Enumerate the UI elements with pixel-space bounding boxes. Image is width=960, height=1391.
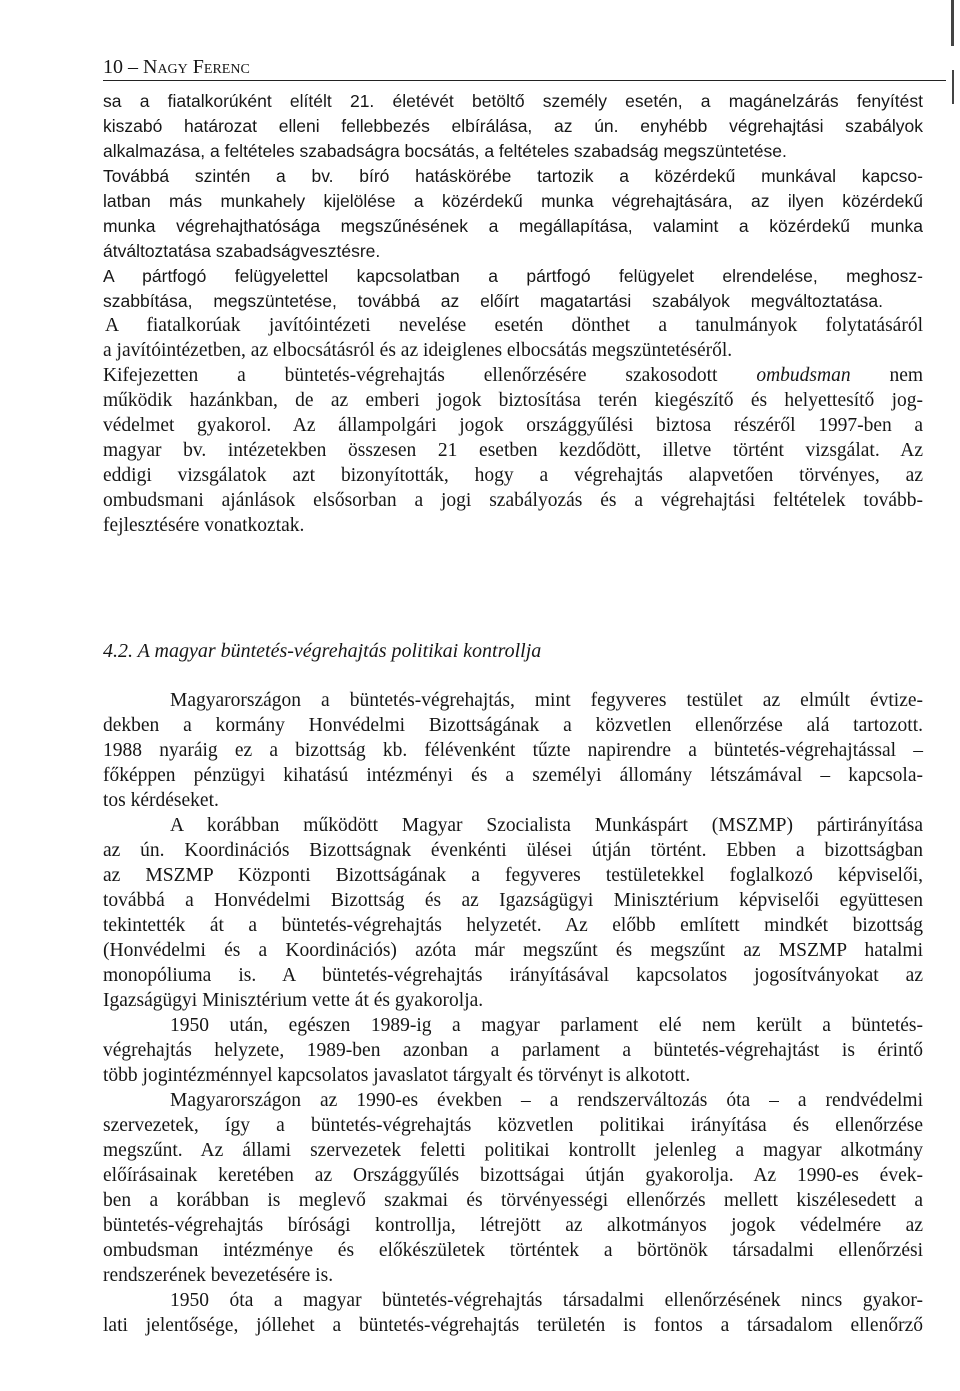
text-line: 1950 után, egészen 1989-ig a magyar parlament elé nem került a büntetés- [170, 1015, 923, 1036]
text-run: Kifejezetten a büntetés-végrehajtás ellenőrzésére szakosodott [103, 365, 718, 386]
text-line: büntetés-végrehajtás bírósági kontrollja, létrejött az alkotmányos jogok védelmére az [103, 1215, 923, 1236]
text-line: munka végrehajthatósága megszűnésének a megállapítása, valamint a közérdekű munka [103, 216, 923, 236]
text-line: A fiatalkorúak javítóintézeti nevelése esetén dönthet a tanulmányok folytatásáról [105, 315, 923, 336]
text-line: lati jelentősége, jóllehet a büntetés-végrehajtás területén is fontos a társadalom ellenőrző [103, 1315, 923, 1336]
text-line: tekintették át a büntetés-végrehajtás helyzetét. Az előbb említett mindkét bizottság [103, 915, 923, 936]
text-line: szervezetek, így a büntetés-végrehajtás közvetlen politikai irányítása és ellenőrzése [103, 1115, 923, 1136]
text-line: A korábban működött Magyar Szocialista Munkáspárt (MSZMP) pártirányítása [170, 815, 923, 836]
text-line: eddigi vizsgálatok azt bizonyították, hogy a végrehajtás alapvetően törvényes, az [103, 465, 923, 486]
text-line: fejlesztésére vonatkoztak. [103, 515, 305, 536]
text-line: tos kérdéseket. [103, 790, 219, 811]
text-line: végrehajtás helyzete, 1989-ben azonban a parlament a büntetés-végrehajtást is érintő [103, 1040, 923, 1061]
text-line: főképpen pénzügyi kihatású intézményi és a személyi állomány létszámával – kapcsola- [103, 765, 923, 786]
text-line: továbbá a Honvédelmi Bizottság és az Igazságügyi Minisztérium képviselői együttesen [103, 890, 923, 911]
section-heading [103, 638, 541, 664]
text-line: sa a fiatalkorúként elítélt 21. életévét betöltő személy esetén, a magánelzárás fenyítést [103, 91, 923, 111]
section-title: A magyar büntetés-végrehajtás politikai kontrollja [137, 640, 542, 662]
text-line: dekben a kormány Honvédelmi Bizottságának a közvetlen ellenőrzése alá tartozott. [103, 715, 923, 736]
text-line: szabbítása, megszüntetése, továbbá az előírt magatartási szabályok megváltoztatása. [103, 291, 883, 311]
text-line [103, 363, 923, 389]
running-head [103, 55, 946, 79]
page-number: 10 [103, 56, 123, 78]
text-line: megszűnt. Az állami szervezetek feletti politikai kontrollt jelenleg a magyar alkotmány [103, 1140, 923, 1161]
running-head-author: Nagy Ferenc [143, 56, 250, 78]
text-line: 1988 nyaráig ez a bizottság kb. félévenként tűzte napirendre a büntetés-végrehajtással – [103, 740, 923, 761]
scan-edge-mark [951, 0, 954, 46]
text-line: az MSZMP Központi Bizottságának a fegyveres testületekkel foglalkozó képviselői, [103, 865, 923, 886]
text-line: latban más munkahely kijelölése a közérdekű munka végrehajtására, az ilyen közérdekű [103, 191, 923, 211]
text-line: átváltoztatása szabadságvesztésre. [103, 241, 381, 261]
text-line: Igazságügyi Minisztérium vette át és gyakorolja. [103, 990, 484, 1011]
text-line: A pártfogó felügyelettel kapcsolatban a pártfogó felügyelet elrendelése, meghosz- [103, 266, 923, 286]
section-number: 4.2. [103, 640, 133, 662]
text-line: előírásainak keretében az Országgyűlés bizottságai útján gyakorolja. Az 1990-es évek- [103, 1165, 923, 1186]
text-line: több jogintézménnyel kapcsolatos javaslatot tárgyalt és törvényt is alkotott. [103, 1065, 691, 1086]
text-line: ben a korábban is meglevő szakmai és törvényességi ellenőrzés mellett kiszélesedett a [103, 1190, 923, 1211]
scan-edge-mark [952, 70, 954, 104]
text-line: monopóliuma is. A büntetés-végrehajtás irányításával kapcsolatos jogosítványokat az [103, 965, 923, 986]
text-line: (Honvédelmi és a Koordinációs) azóta már megszűnt és megszűnt az MSZMP hatalmi [103, 940, 923, 961]
text-line: 1950 óta a magyar büntetés-végrehajtás társadalmi ellenőrzésének nincs gyakor- [170, 1290, 923, 1311]
text-line: ombudsman intézménye és előkészületek történtek a börtönök társadalmi ellenőrzési [103, 1240, 923, 1261]
text-line: működik hazánkban, de az emberi jogok biztosítása terén kiegészítő és helyettesítő jog- [103, 390, 923, 411]
text-line: rendszerének bevezetésére is. [103, 1265, 334, 1286]
text-line: az ún. Koordinációs Bizottságnak évenkénti ülései útján történt. Ebben a bizottságban [103, 840, 923, 861]
text-run: nem [889, 365, 924, 386]
text-line: alkalmazása, a feltételes szabadságra bocsátás, a feltételes szabadság megszüntetése. [103, 141, 787, 161]
text-line: a javítóintézetben, az elbocsátásról és az ideiglenes elbocsátás megszüntetéséről. [103, 340, 733, 361]
text-line: kiszabó határozat elleni fellebbezés elbírálása, az ún. enyhébb végrehajtási szabályok [103, 116, 923, 136]
text-line: Magyarországon az 1990-es években – a rendszerváltozás óta – a rendvédelmi [170, 1090, 923, 1111]
running-head-rule [103, 80, 946, 81]
text-line: magyar bv. intézetekben összesen 21 esetben kezdődött, illetve történt vizsgálat. Az [103, 440, 923, 461]
text-line: Továbbá szintén a bv. bíró hatáskörébe tartozik a közérdekű munkával kapcso- [103, 166, 923, 186]
text-line: védelmet gyakorol. Az állampolgári jogok országgyűlési biztosa részéről 1997-ben a [103, 415, 923, 436]
emphasis-ombudsman: ombudsman [756, 365, 851, 386]
text-line: ombudsmani ajánlások elsősorban a jogi szabályozás és a végrehajtási feltételek tovább- [103, 490, 923, 511]
running-head-separator: – [123, 56, 143, 78]
text-line: Magyarországon a büntetés-végrehajtás, mint fegyveres testület az elmúlt évtize- [170, 690, 923, 711]
